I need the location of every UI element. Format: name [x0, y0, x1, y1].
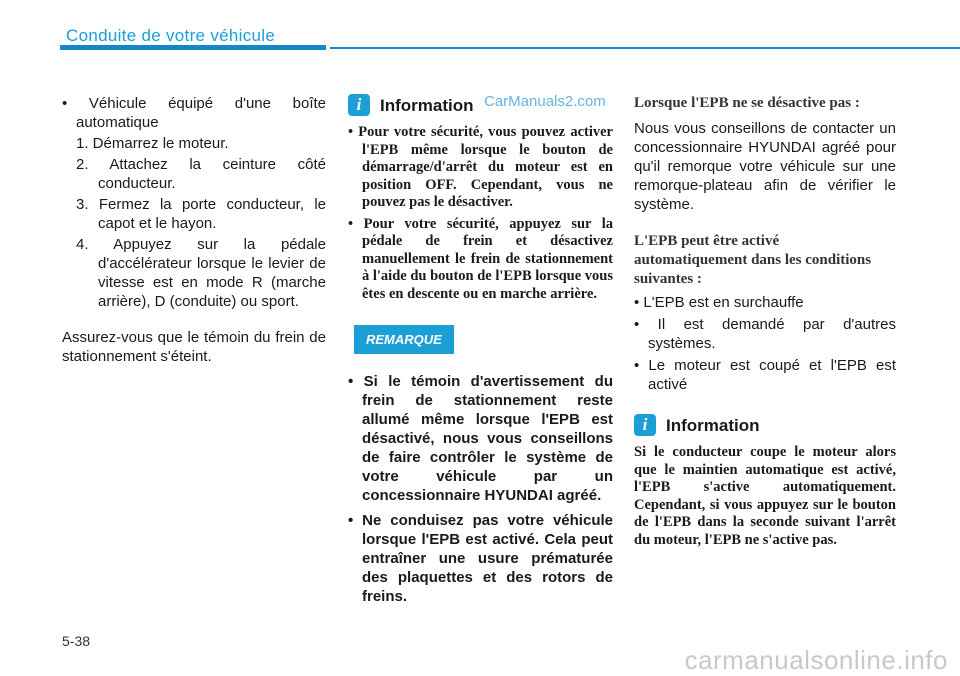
bullet-automatic: • Véhicule équipé d'une boîte automatique [62, 95, 326, 131]
condition-3: • Le moteur est coupé et l'EPB est activé [634, 357, 896, 393]
condition-2: • Il est demandé par d'autres systèmes. [634, 316, 896, 352]
info-header-2 [634, 414, 896, 436]
paragraph-check-light: Assurez-vous que le témoin du frein de stationnement s'éteint. [62, 329, 326, 365]
info-header [348, 94, 613, 116]
column-left [62, 94, 326, 366]
column-right [634, 94, 896, 549]
info-label: Information [666, 415, 760, 435]
watermark-carmanuals: CarManuals2.com [484, 93, 606, 110]
section-title: Conduite de votre véhicule [66, 26, 276, 45]
step-4: 4. Appuyez sur la pédale d'accélérateur lorsque le levier de vitesse est en mode R (marche arrière), D (conduite) ou sport. [76, 236, 326, 310]
step-3: 3. Fermez la porte conducteur, le capot et le hayon. [76, 196, 326, 232]
paragraph-tow: Nous vous conseillons de contacter un concessionnaire HYUNDAI agréé pour qu'il remorque votre véhicule sur une remorque-plateau afin de vérifier le système. [634, 120, 896, 213]
remarque-label: REMARQUE [354, 325, 454, 354]
column-middle [348, 94, 613, 606]
info-item-2: • Pour votre sécurité, appuyez sur la pédale de frein et désactivez manuellement le frein de stationnement à l'aide du bouton de l'EPB lorsque vous êtes en descente ou en marche arrière. [348, 215, 613, 302]
remarque-item-1: • Si le témoin d'avertissement du frein de stationnement reste allumé même lorsque l'EPB est désactivé, nous vous conseillons de faire contrôler le système de votre véhicule par un concessionnaire HYUNDAI agréé. [348, 373, 613, 504]
watermark-carmanualsonline: carmanualsonline.info [684, 645, 948, 675]
remarque-item-2: • Ne conduisez pas votre véhicule lorsque l'EPB est activé. Cela peut entraîner une usure prématurée des plaquettes et des rotors de freins. [348, 512, 613, 605]
info-text-auto-hold: Si le conducteur coupe le moteur alors que le maintien automatique est activé, l'EPB s'active automatiquement. Cependant, si vous appuyez sur le bouton de l'EPB dans la seconde suivant l'arrêt du moteur, l'EPB ne s'active pas. [634, 444, 896, 548]
info-icon: i [634, 414, 656, 436]
heading-not-released: Lorsque l'EPB ne se désactive pas : [634, 95, 860, 111]
condition-1: • L'EPB est en surchauffe [634, 294, 804, 311]
remarque-box [348, 325, 613, 354]
step-1: 1. Démarrez le moteur. [76, 135, 229, 152]
heading-auto-activate: L'EPB peut être activé automatiquement dans les conditions suivantes : [634, 233, 872, 287]
page-number: 5-38 [62, 633, 91, 649]
header-rule-thin [330, 47, 960, 49]
info-icon: i [348, 94, 370, 116]
info-item-1: • Pour votre sécurité, vous pouvez activer l'EPB même lorsque le bouton de démarrage/d'arrêt du moteur est en position OFF. Cependant, vous ne pouvez pas le désactiver. [348, 124, 613, 210]
info-label: Information [380, 95, 474, 115]
step-2: 2. Attachez la ceinture côté conducteur. [76, 156, 326, 192]
header-rule-thick [60, 45, 326, 50]
